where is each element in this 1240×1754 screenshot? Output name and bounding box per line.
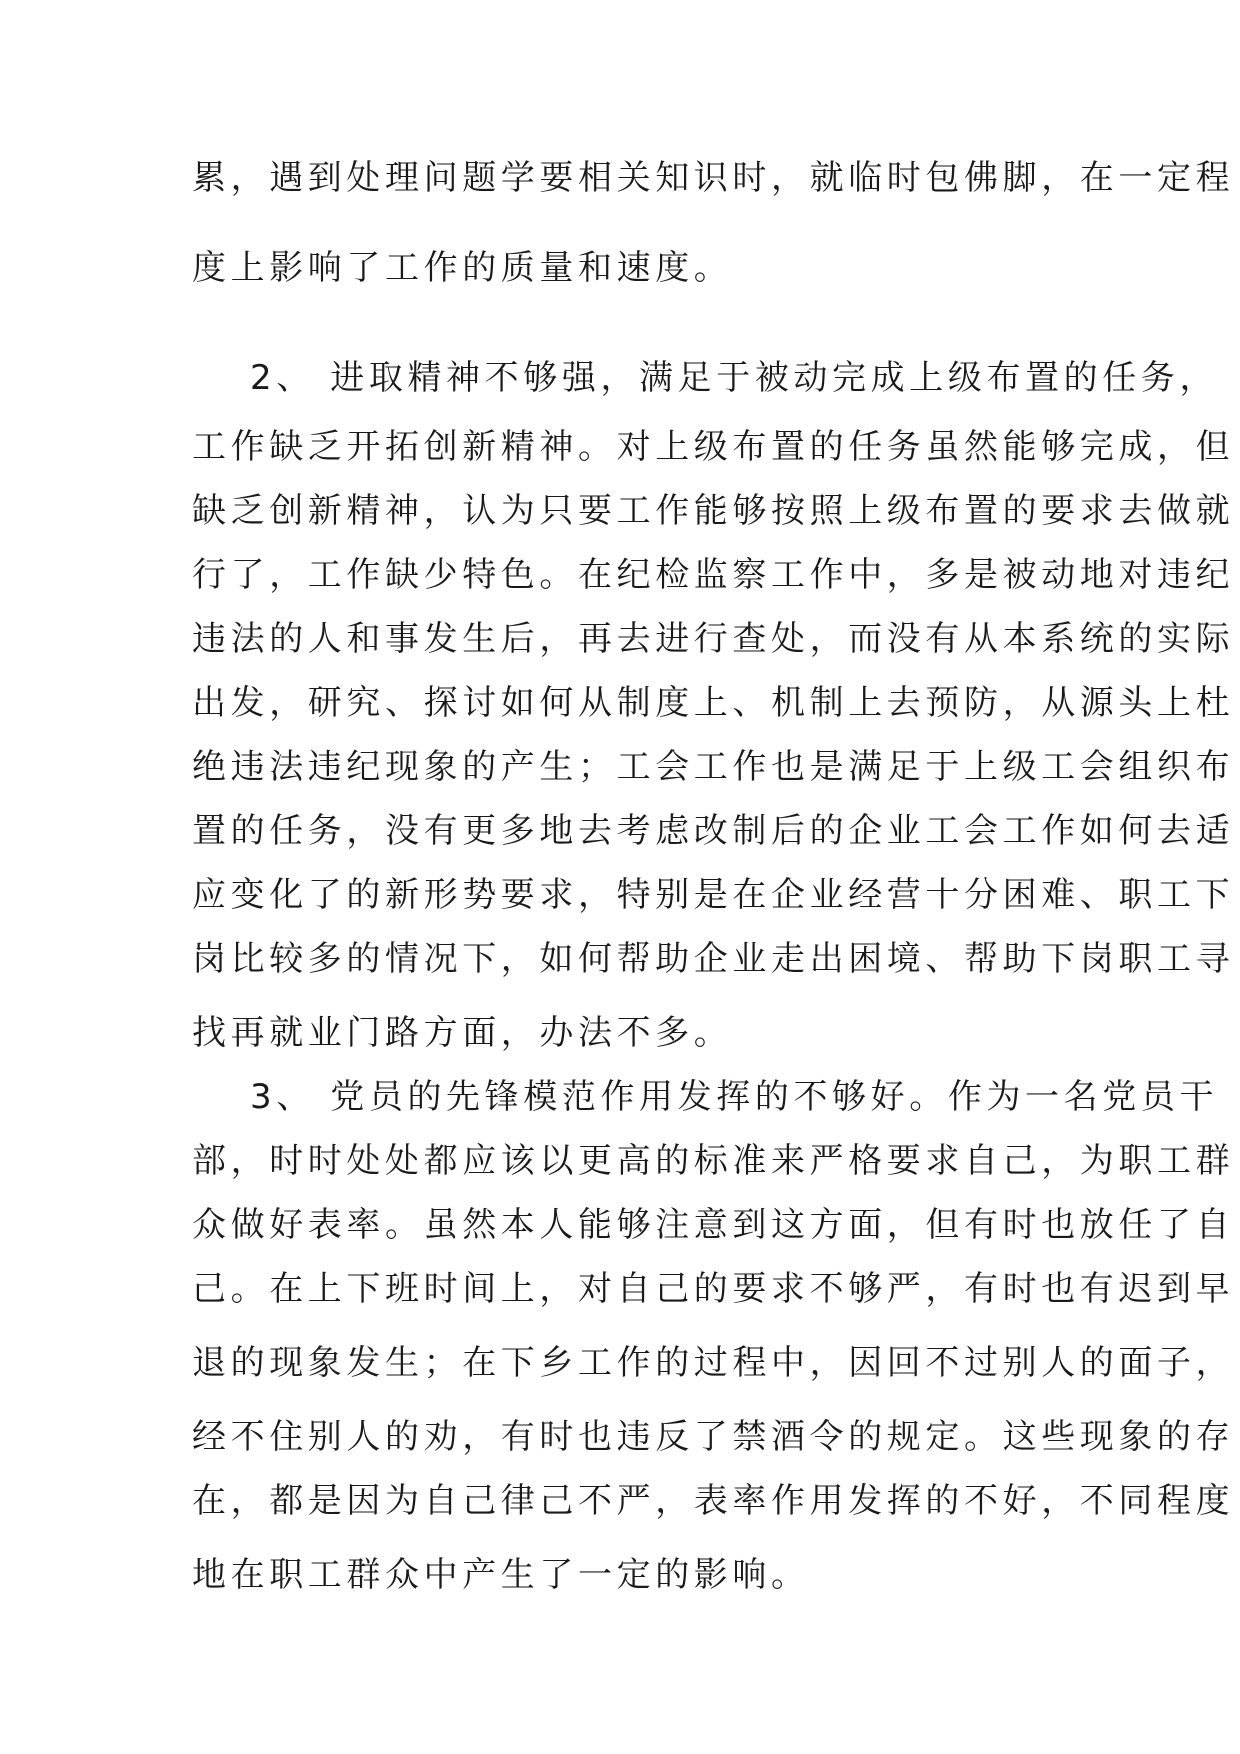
text-line: 众做好表率。虽然本人能够注意到这方面，但有时也放任了自 [192,1205,1235,1245]
text-line: 累，遇到处理问题学要相关知识时，就临时包佛脚，在一定程 [192,158,1235,198]
text-line: 找再就业门路方面，办法不多。 [192,1013,733,1053]
text-line: 行了，工作缺少特色。在纪检监察工作中，多是被动地对违纪 [192,555,1235,595]
text-line: 在，都是因为自己律己不严，表率作用发挥的不好，不同程度 [192,1481,1235,1521]
text-line: 工作缺乏开拓创新精神。对上级布置的任务虽然能够完成，但 [192,427,1235,467]
text-line: 出发，研究、探讨如何从制度上、机制上去预防，从源头上杜 [192,683,1235,723]
text-line: 退的现象发生；在下乡工作的过程中，因回不过别人的面子， [192,1343,1235,1383]
text-line: 度上影响了工作的质量和速度。 [192,248,733,288]
text-line: 己。在上下班时间上，对自己的要求不够严，有时也有迟到早 [192,1269,1235,1309]
text-line: 缺乏创新精神，认为只要工作能够按照上级布置的要求去做就 [192,491,1235,531]
paragraph-3-heading-line: 3、 党员的先锋模范作用发挥的不够好。作为一名党员干 [250,1077,1219,1117]
text-line: 部，时时处处都应该以更高的标准来严格要求自己，为职工群 [192,1141,1235,1181]
text-line: 地在职工群众中产生了一定的影响。 [192,1555,810,1595]
text-line: 应变化了的新形势要求，特别是在企业经营十分困难、职工下 [192,875,1235,915]
text-line: 岗比较多的情况下，如何帮助企业走出困境、帮助下岗职工寻 [192,939,1235,979]
text-line: 绝违法违纪现象的产生；工会工作也是满足于上级工会组织布 [192,747,1235,787]
paragraph-2-heading-line: 2、 进取精神不够强，满足于被动完成上级布置的任务， [250,358,1219,398]
text-line: 经不住别人的劝，有时也违反了禁酒令的规定。这些现象的存 [192,1417,1235,1457]
text-line: 置的任务，没有更多地去考虑改制后的企业工会工作如何去适 [192,811,1235,851]
text-line: 违法的人和事发生后，再去进行查处，而没有从本系统的实际 [192,619,1235,659]
